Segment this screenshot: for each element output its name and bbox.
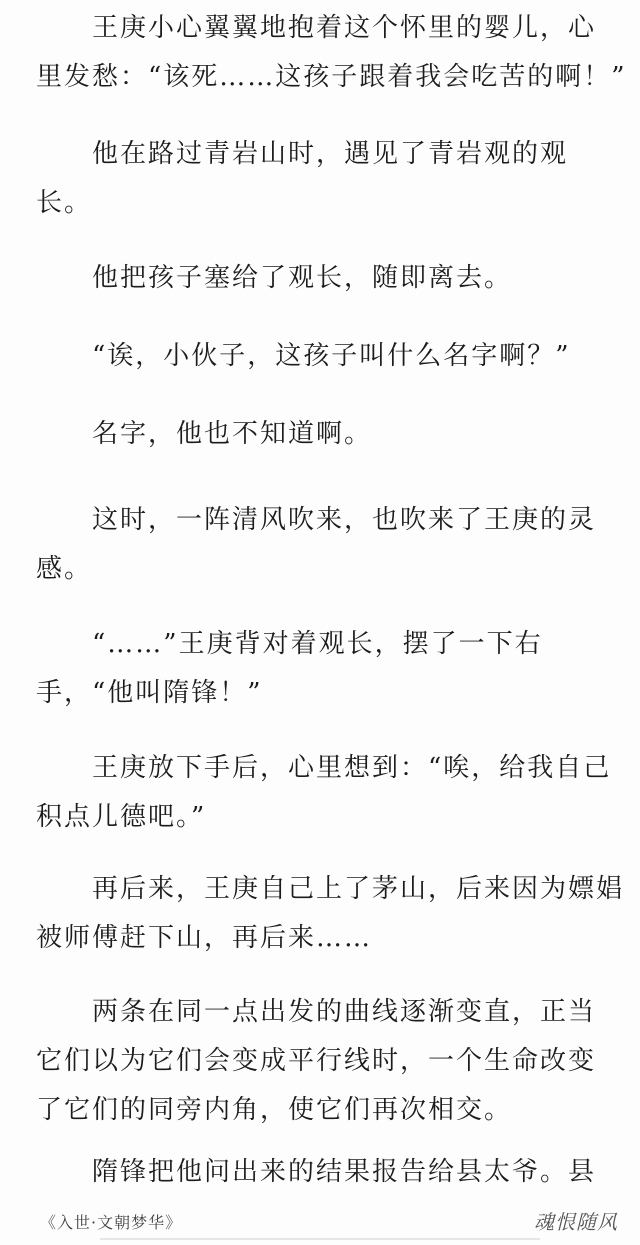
- paragraph-11: [36, 1148, 616, 1197]
- text-line: 了它们的同旁内角，使它们再次相交。: [36, 1095, 513, 1125]
- text-line: 再后来，王庚自己上了茅山，后来因为嫖娼: [36, 874, 625, 904]
- text-line: 被师傅赶下山，再后来……: [36, 923, 373, 953]
- text-line: 两条在同一点出发的曲线逐渐变直，正当: [36, 997, 597, 1027]
- text-line: 积点儿德吧。”: [36, 802, 207, 832]
- text-line: “……”王庚背对着观长，摆了一下右: [36, 629, 543, 659]
- paragraph-8: [36, 744, 616, 842]
- paragraph-5: [36, 410, 616, 459]
- text-line: 里发愁：“该死……这孩子跟着我会吃苦的啊！”: [36, 62, 627, 92]
- paragraph-2: [36, 130, 616, 228]
- book-title: 《入世·文朝梦华》: [40, 1213, 183, 1232]
- paragraph-7: [36, 620, 616, 718]
- text-line: 王庚小心翼翼地抱着这个怀里的婴儿，心: [36, 13, 597, 43]
- text-line: 名字，他也不知道啊。: [36, 419, 373, 449]
- page-footer: [0, 1200, 640, 1245]
- paragraph-4: [36, 332, 616, 381]
- text-line: 这时，一阵清风吹来，也吹来了王庚的灵: [36, 505, 597, 535]
- text-line: “诶，小伙子，这孩子叫什么名字啊？”: [36, 341, 571, 371]
- paragraph-9: [36, 865, 625, 963]
- paragraph-6: [36, 496, 616, 594]
- text-line: 感。: [36, 554, 93, 584]
- author-signature: 魂恨随风: [534, 1210, 618, 1234]
- text-line: 王庚放下手后，心里想到：“唉，给我自己: [36, 753, 612, 783]
- text-line: 他在路过青岩山时，遇见了青岩观的观: [36, 139, 569, 169]
- text-line: 隋锋把他问出来的结果报告给县太爷。县: [36, 1157, 597, 1187]
- text-line: 手，“他叫隋锋！”: [36, 678, 263, 708]
- divider: [100, 1238, 540, 1240]
- paragraph-1: [36, 4, 627, 102]
- text-line: 它们以为它们会变成平行线时，一个生命改变: [36, 1046, 597, 1076]
- paragraph-10: [36, 988, 616, 1135]
- text-line: 他把孩子塞给了观长，随即离去。: [36, 263, 513, 293]
- text-line: 长。: [36, 188, 93, 218]
- paragraph-3: [36, 254, 616, 303]
